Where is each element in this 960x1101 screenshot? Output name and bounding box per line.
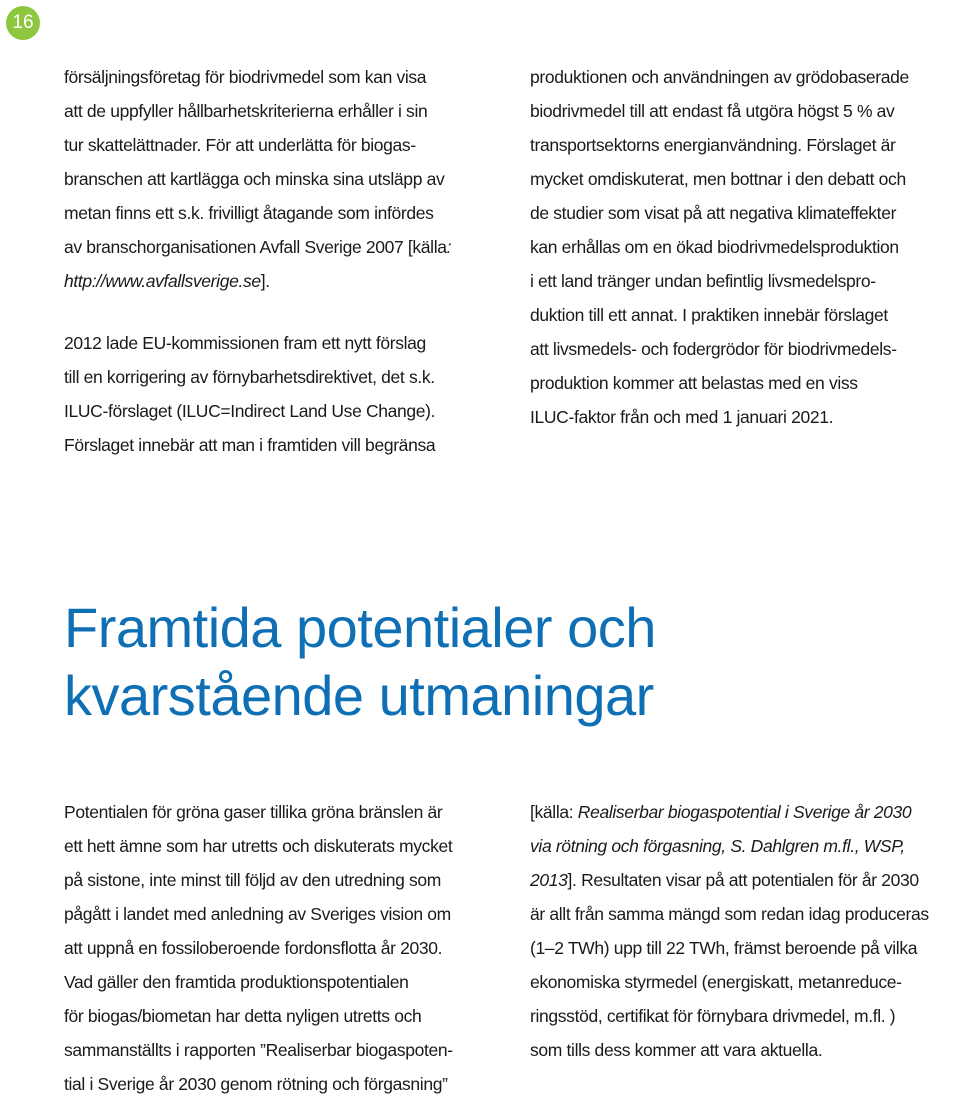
text-line: ringsstöd, certifikat för förnybara drivmedel, m.fl. ) <box>530 1006 896 1026</box>
text-line: branschen att kartlägga och minska sina utsläpp av <box>64 169 445 189</box>
paragraph-iluc <box>64 326 451 462</box>
text-line: kan erhållas om en ökad biodrivmedelsproduktion <box>530 237 899 257</box>
source-link-text: http://www.avfallsverige.se <box>64 271 261 291</box>
text-line: metan finns ett s.k. frivilligt åtagande som infördes <box>64 203 434 223</box>
text-line: att de uppfyller hållbarhetskriterierna erhåller i sin <box>64 101 428 121</box>
text-line: pågått i landet med anledning av Sveriges vision om <box>64 904 451 924</box>
heading-line: Framtida potentialer och <box>64 596 656 659</box>
text-line: sammanställts i rapporten ”Realiserbar biogaspoten- <box>64 1040 453 1060</box>
section-heading <box>64 594 656 730</box>
citation-title: Realiserbar biogaspotential i Sverige år 2030 <box>577 802 912 822</box>
bottom-left-column <box>64 795 453 1101</box>
paragraph-potential <box>64 795 453 1101</box>
text-line: mycket omdiskuterat, men bottnar i den debatt och <box>530 169 906 189</box>
text-line: Förslaget innebär att man i framtiden vill begränsa <box>64 435 436 455</box>
text-line: ett hett ämne som har utretts och diskuterats mycket <box>64 836 453 856</box>
paragraph-results <box>530 795 929 1067</box>
text-line: transportsektorns energianvändning. Förslaget är <box>530 135 896 155</box>
heading-line: kvarstående utmaningar <box>64 664 654 727</box>
text-line: är allt från samma mängd som redan idag produceras <box>530 904 929 924</box>
text-line: duktion till ett annat. I praktiken innebär förslaget <box>530 305 888 325</box>
text-line: Vad gäller den framtida produktionspotentialen <box>64 972 409 992</box>
text-line: till en korrigering av förnybarhetsdirektivet, det s.k. <box>64 367 435 387</box>
top-left-column <box>64 60 451 462</box>
text-line: produktion kommer att belastas med en viss <box>530 373 858 393</box>
text-line: av branschorganisationen Avfall Sverige 2007 [källa <box>64 237 447 257</box>
text-line: för biogas/biometan har detta nyligen utretts och <box>64 1006 422 1026</box>
text-line: 2012 lade EU-kommissionen fram ett nytt förslag <box>64 333 426 353</box>
text-italic: : <box>446 237 452 257</box>
text-line: de studier som visat på att negativa klimateffekter <box>530 203 897 223</box>
top-right-column <box>530 60 909 434</box>
text-line: ekonomiska styrmedel (energiskatt, metanreduce- <box>530 972 902 992</box>
text-line: tial i Sverige år 2030 genom rötning och förgasning” <box>64 1074 448 1094</box>
text-line: (1–2 TWh) upp till 22 TWh, främst beroende på vilka <box>530 938 918 958</box>
paragraph-iluc-continued <box>530 60 909 434</box>
text-line: Potentialen för gröna gaser tillika gröna bränslen är <box>64 802 443 822</box>
citation-year: 2013 <box>530 870 568 890</box>
bottom-right-column <box>530 795 929 1067</box>
text-line: ILUC-förslaget (ILUC=Indirect Land Use Change). <box>64 401 436 421</box>
citation-title: via rötning och förgasning, S. Dahlgren m.fl., WSP, <box>530 836 905 856</box>
text-line: ILUC-faktor från och med 1 januari 2021. <box>530 407 834 427</box>
text-line: att uppnå en fossiloberoende fordonsflotta år 2030. <box>64 938 443 958</box>
text-line: ]. Resultaten visar på att potentialen för år 2030 <box>567 870 919 890</box>
text-line: ]. <box>260 271 270 291</box>
text-line: i ett land tränger undan befintlig livsmedelspro- <box>530 271 876 291</box>
text-line: tur skattelättnader. För att underlätta för biogas- <box>64 135 416 155</box>
text-line: på sistone, inte minst till följd av den utredning som <box>64 870 442 890</box>
text-line: som tills dess kommer att vara aktuella. <box>530 1040 823 1060</box>
text-line: produktionen och användningen av grödobaserade <box>530 67 909 87</box>
text-line: biodrivmedel till att endast få utgöra högst 5 % av <box>530 101 895 121</box>
text-line: att livsmedels- och fodergrödor för biodrivmedels- <box>530 339 897 359</box>
paragraph-sustainability <box>64 60 451 298</box>
text-line: [källa: <box>530 802 578 822</box>
text-line: försäljningsföretag för biodrivmedel som kan visa <box>64 67 427 87</box>
page-number-badge: 16 <box>6 6 40 40</box>
